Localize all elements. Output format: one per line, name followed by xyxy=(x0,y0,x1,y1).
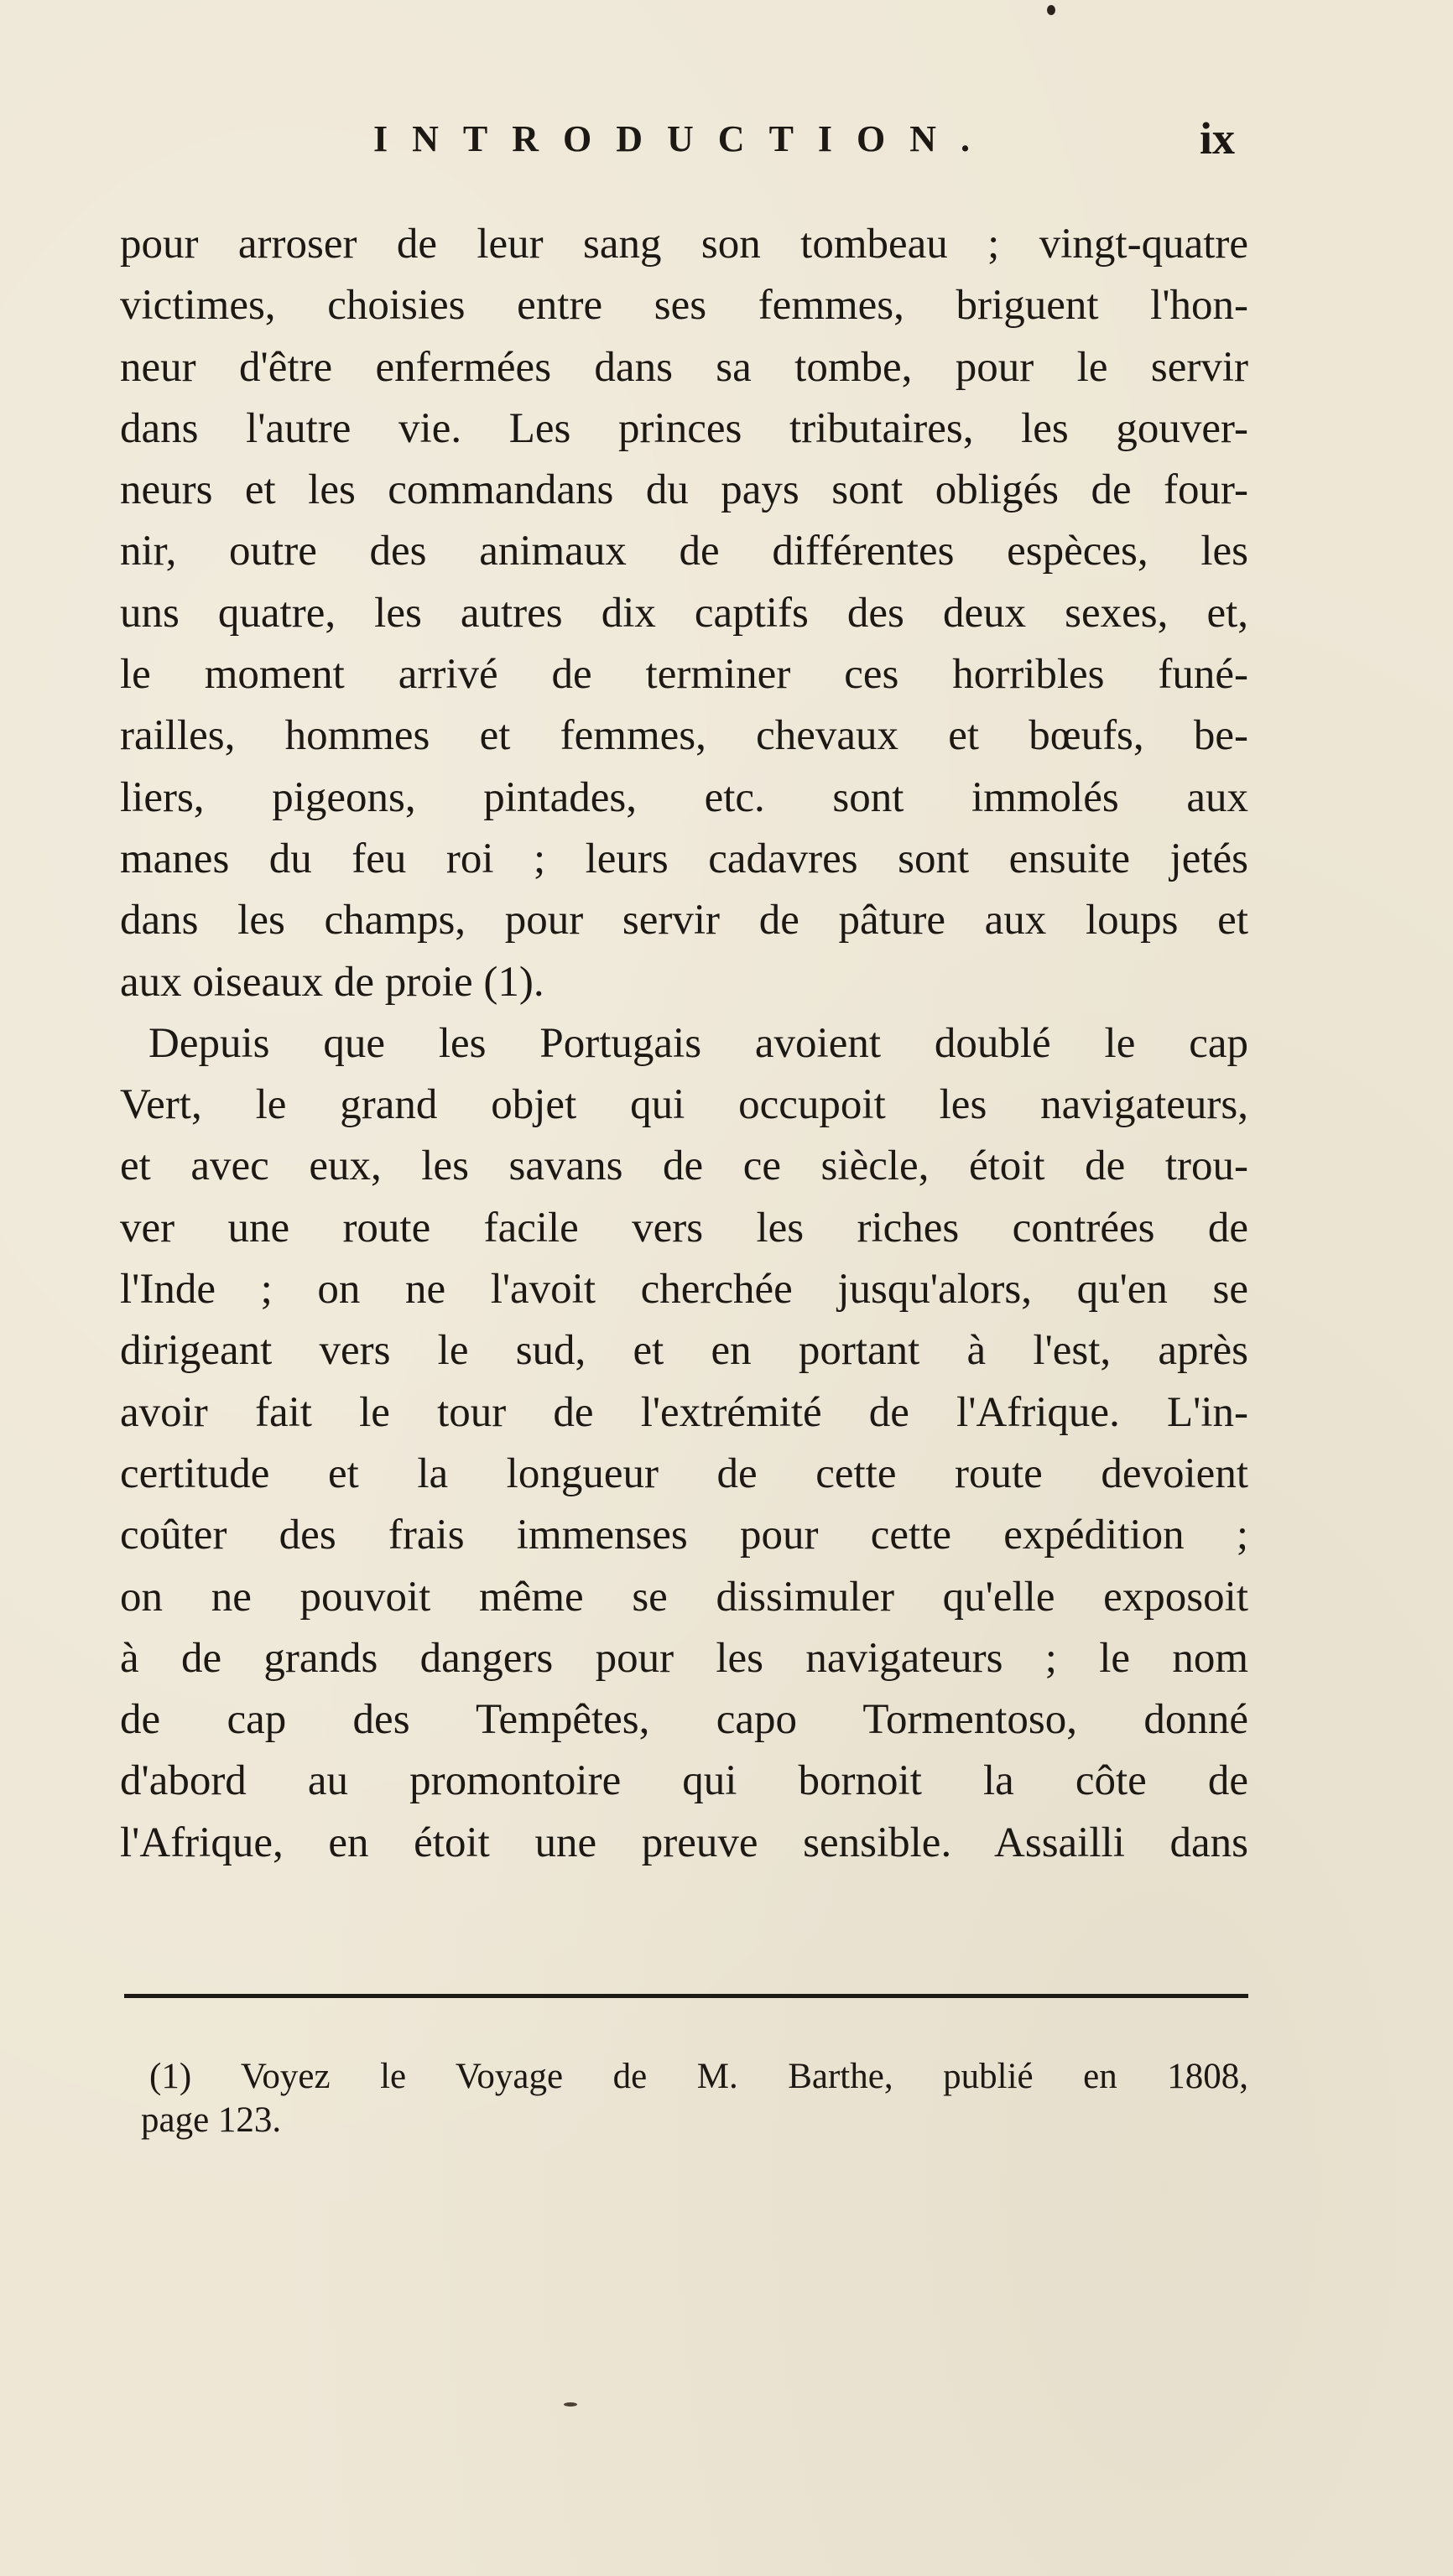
text-line: pour arroser de leur sang son tombeau ; vingt-quatre xyxy=(120,221,1248,268)
footnote-line: page 123. xyxy=(141,2100,282,2140)
text-line: avoir fait le tour de l'extrémité de l'Afrique. L'in- xyxy=(120,1388,1248,1436)
text-line: Vert, le grand objet qui occupoit les navigateurs, xyxy=(120,1081,1248,1129)
text-line: l'Afrique, en étoit une preuve sensible. Assailli dans xyxy=(120,1819,1248,1866)
ink-speck xyxy=(564,2402,577,2407)
footnote-line: (1) Voyez le Voyage de M. Barthe, publié en 1808, xyxy=(149,2057,1248,2096)
footnote-rule xyxy=(124,1994,1248,1998)
text-line: aux oiseaux de proie (1). xyxy=(120,958,544,1006)
footnote xyxy=(141,2055,1248,2142)
text-line: manes du feu roi ; leurs cadavres sont ensuite jetés xyxy=(120,835,1248,882)
ink-speck xyxy=(1047,5,1055,15)
page-number: ix xyxy=(1200,113,1236,164)
page-header xyxy=(0,113,1453,176)
text-line: de cap des Tempêtes, capo Tormentoso, donné xyxy=(120,1696,1248,1744)
text-line: on ne pouvoit même se dissimuler qu'elle exposoit xyxy=(120,1573,1248,1621)
text-line: à de grands dangers pour les navigateurs ; le nom xyxy=(120,1634,1248,1682)
text-line: ver une route facile vers les riches contrées de xyxy=(120,1204,1248,1252)
body-text xyxy=(120,214,1248,1874)
text-line: neurs et les commandans du pays sont obligés de four- xyxy=(120,466,1248,514)
text-line: liers, pigeons, pintades, etc. sont immolés aux xyxy=(120,773,1248,821)
text-line: et avec eux, les savans de ce siècle, étoit de trou- xyxy=(120,1142,1248,1190)
text-line: coûter des frais immenses pour cette expédition ; xyxy=(120,1512,1248,1559)
text-line: dans l'autre vie. Les princes tributaires, les gouver- xyxy=(120,404,1248,452)
running-title: INTRODUCTION. xyxy=(373,118,995,159)
text-line: railles, hommes et femmes, chevaux et bœufs, be- xyxy=(120,712,1248,760)
text-line: dirigeant vers le sud, et en portant à l'est, après xyxy=(120,1327,1248,1375)
text-line: certitude et la longueur de cette route devoient xyxy=(120,1449,1248,1497)
text-line: l'Inde ; on ne l'avoit cherchée jusqu'alors, qu'en se xyxy=(120,1266,1248,1314)
text-line: victimes, choisies entre ses femmes, briguent l'hon- xyxy=(120,282,1248,330)
text-line: le moment arrivé de terminer ces horribles funé- xyxy=(120,651,1248,699)
text-line: dans les champs, pour servir de pâture aux loups et xyxy=(120,897,1248,945)
text-line: neur d'être enfermées dans sa tombe, pour le servir xyxy=(120,343,1248,391)
text-line: d'abord au promontoire qui bornoit la côte de xyxy=(120,1757,1248,1805)
text-line: nir, outre des animaux de différentes espèces, les xyxy=(120,528,1248,575)
text-line: uns quatre, les autres dix captifs des deux sexes, et, xyxy=(120,589,1248,637)
paragraph-first-line: Depuis que les Portugais avoient doublé le cap xyxy=(148,1019,1248,1067)
